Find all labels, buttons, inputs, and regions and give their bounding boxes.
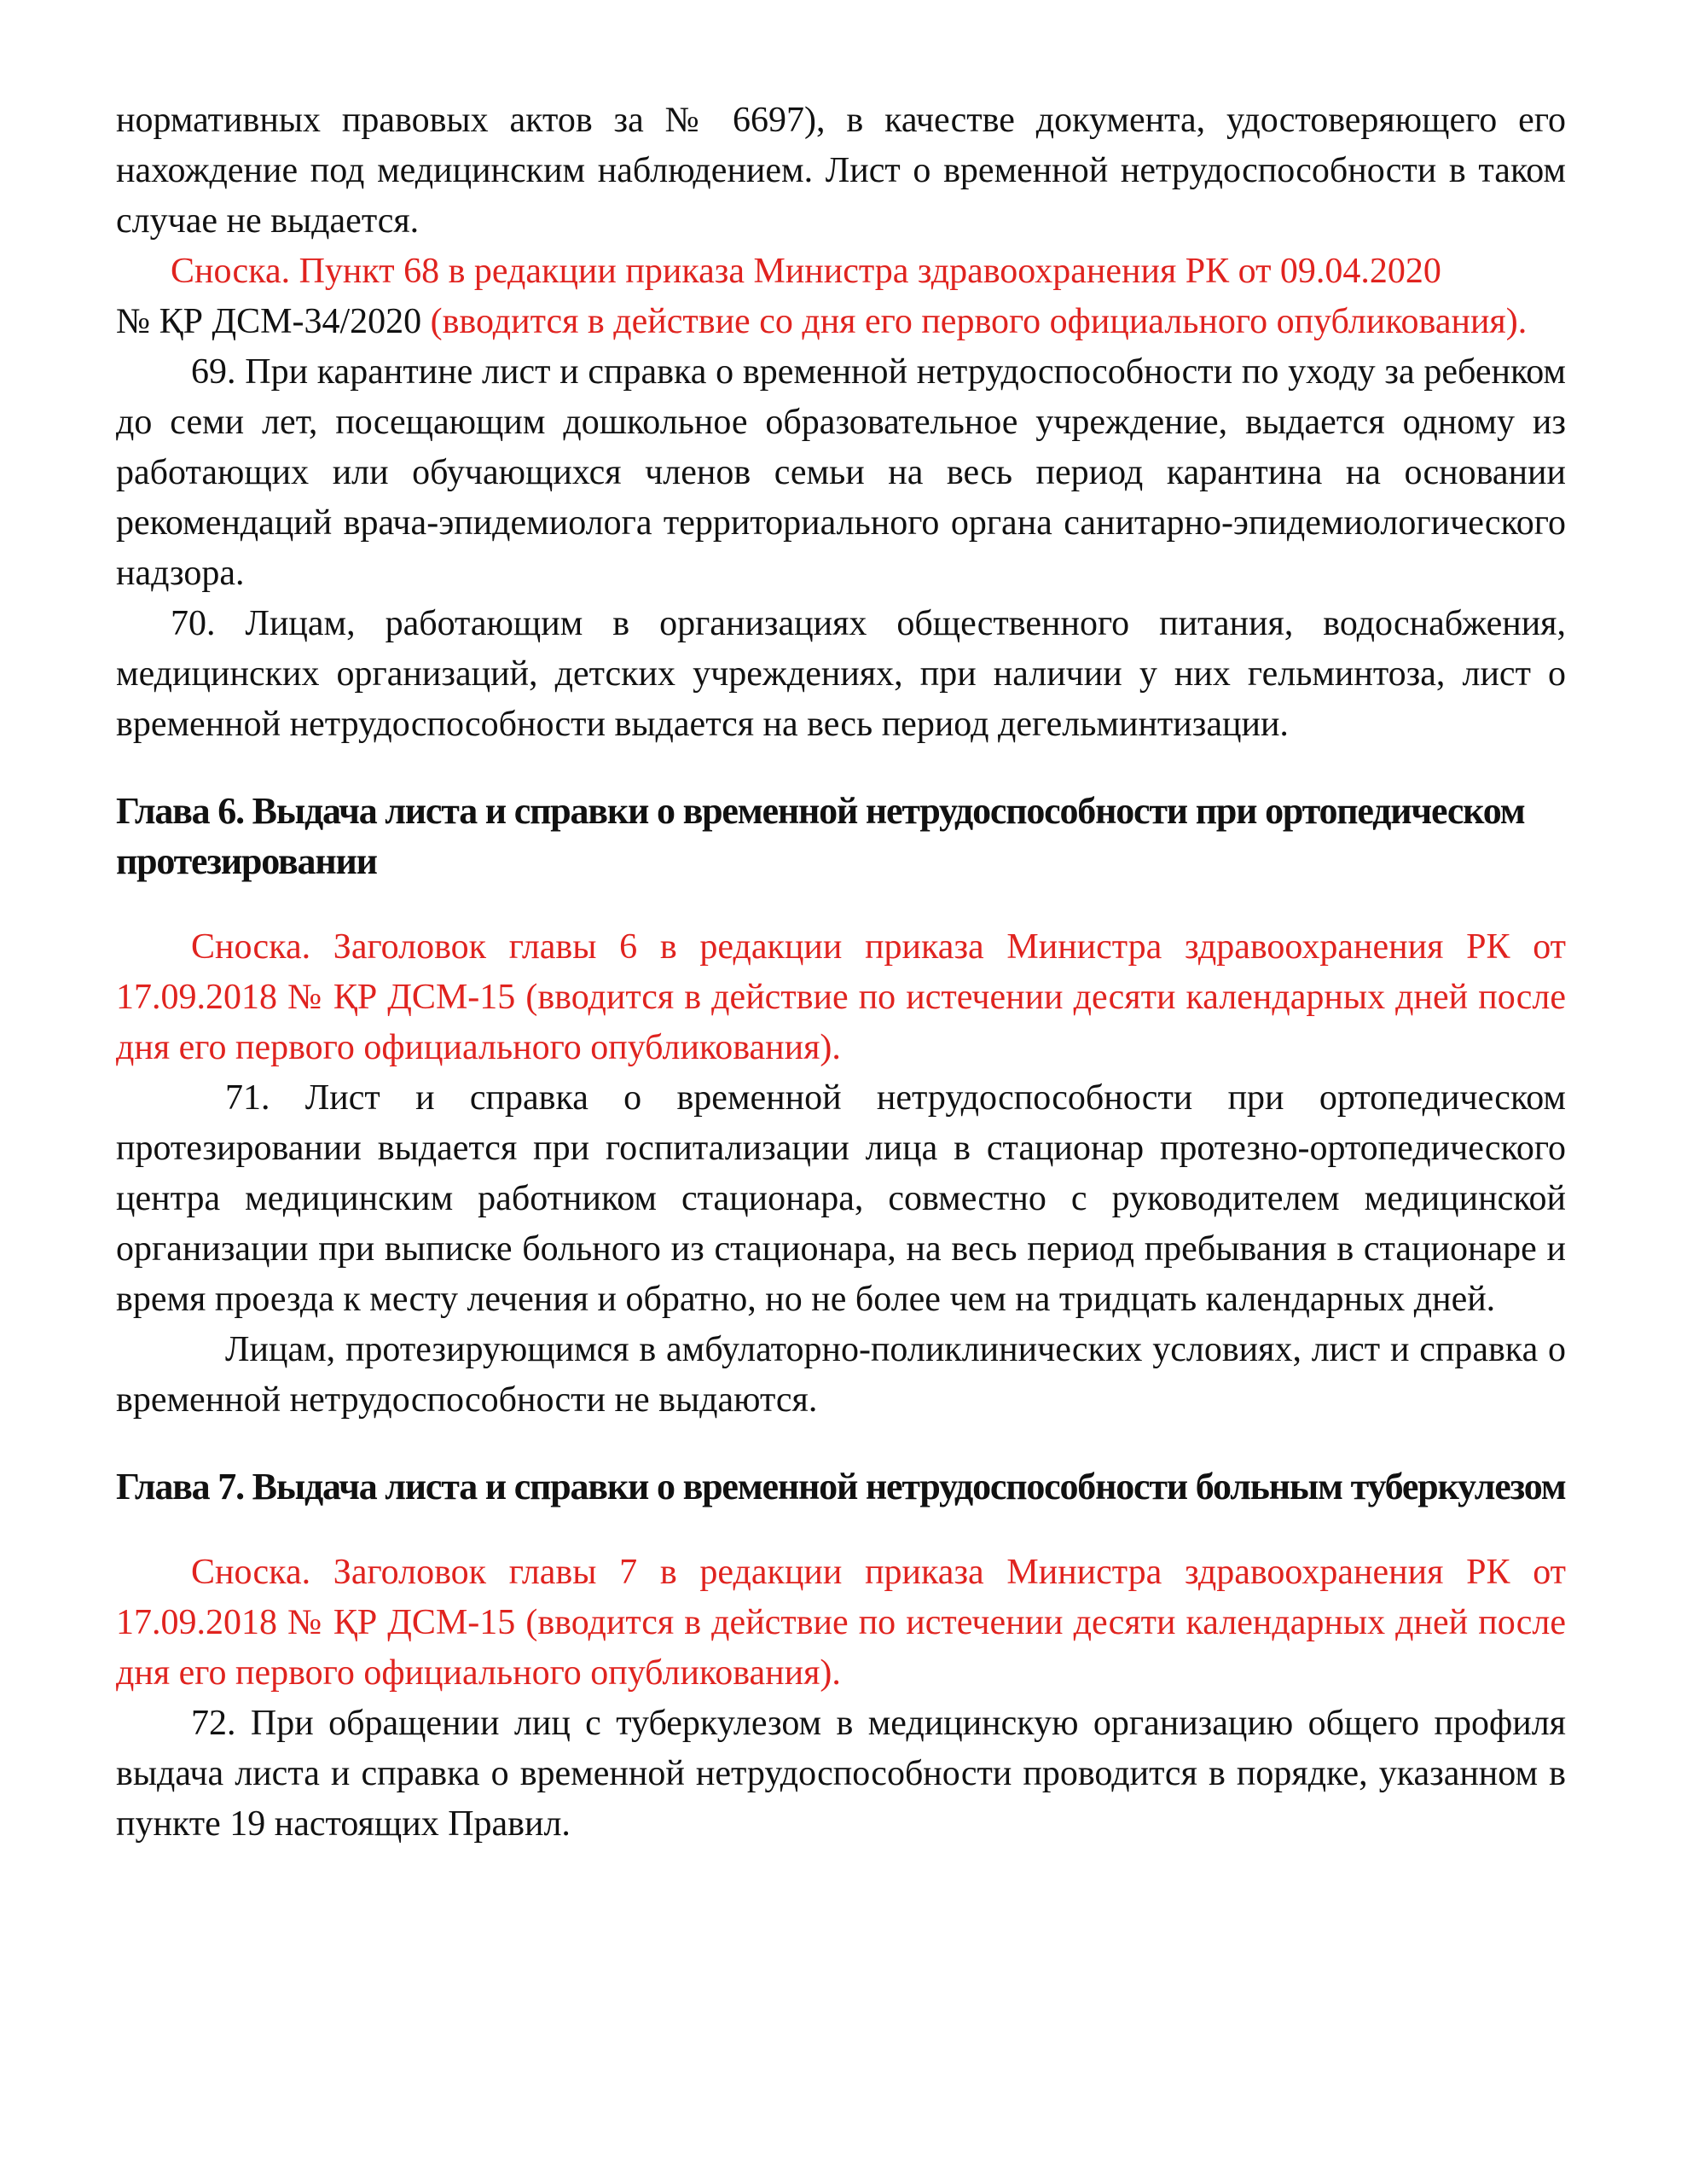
chapter-6-heading: Глава 6. Выдача листа и справки о временной нетрудоспособности при ортопедическом протезировании [116, 790, 1525, 882]
paragraph-70: 70. Лицам, работающим в организациях общественного питания, водоснабжения, медицинских организаций, детских учреждениях, при наличии у них гельминтоза, лист о временной нетрудоспособности выдается на весь период дегельминтизации. [116, 604, 1566, 744]
footnote-chapter-7: Сноска. Заголовок главы 7 в редакции приказа Министра здравоохранения РК от 17.09.2018 № ҚР ДСМ-15 (вводится в действие по истечении десяти календарных дней после дня его первого официального опубликования). [116, 1553, 1566, 1693]
paragraph-69: 69. При карантине лист и справка о временной нетрудоспособности по уходу за ребенком до семи лет, посещающим дошкольное образовательное учреждение, выдается одному из работающих или обучающихся членов семьи на весь период карантина на основании рекомендаций врача-эпидемиолога территориального органа санитарно-эпидемиологического надзора. [116, 352, 1566, 593]
paragraph-71: 71. Лист и справка о временной нетрудоспособности при ортопедическом протезировании выдается при госпитализации лица в стационар протезно-ортопедического центра медицинским работником стационара, совместно с руководителем медицинской организации при выписке больного из стационара, на весь период пребывания в стационаре и время проезда к месту лечения и обратно, но не более чем на тридцать календарных дней. [116, 1078, 1566, 1319]
document-page [116, 96, 1566, 1850]
footnote-68-order-number: № ҚР ДСМ-34/2020 [116, 302, 422, 341]
paragraph-intro: нормативных правовых актов за № 6697), в качестве документа, удостоверяющего его нахождение под медицинским наблюдением. Лист о временной нетрудоспособности в таком случае не выдается. [116, 101, 1566, 241]
footnote-chapter-6: Сноска. Заголовок главы 6 в редакции приказа Министра здравоохранения РК от 17.09.2018 № ҚР ДСМ-15 (вводится в действие по истечении десяти календарных дней после дня его первого официального опубликования). [116, 927, 1566, 1067]
paragraph-71-continuation: Лицам, протезирующимся в амбулаторно-поликлинических условиях, лист и справка о временной нетрудоспособности не выдаются. [116, 1330, 1566, 1420]
footnote-68-text: Сноска. Пункт 68 в редакции приказа Министра здравоохранения РК от 09.04.2020 [171, 252, 1441, 291]
chapter-7-heading: Глава 7. Выдача листа и справки о временной нетрудоспособности больным туберкулезом [116, 1466, 1566, 1507]
paragraph-72: 72. При обращении лиц с туберкулезом в медицинскую организацию общего профиля выдача листа и справка о временной нетрудоспособности проводится в порядке, указанном в пункте 19 настоящих Правил. [116, 1704, 1566, 1844]
footnote-68-effect: (вводится в действие со дня его первого официального опубликования). [430, 302, 1528, 341]
footnote-point-68 [116, 247, 1566, 347]
